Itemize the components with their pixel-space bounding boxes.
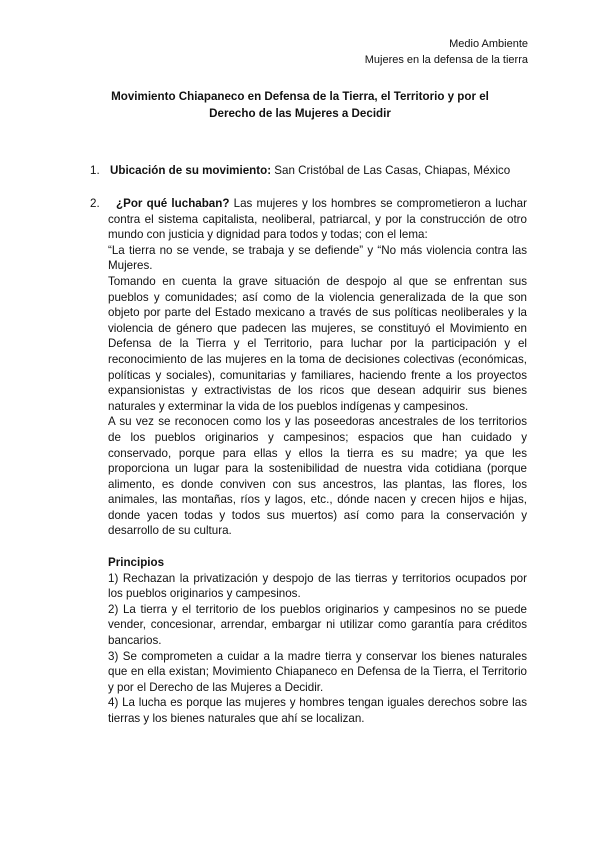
- location-value: San Cristóbal de Las Casas, Chiapas, México: [274, 164, 511, 177]
- paragraph-ancestral: A su vez se reconocen como los y las poseedoras ancestrales de los territorios de los pueblos originarios y campesinos; espacios que han cuidado y conservado, porque para ellas y ellos la tierra es su madre; ya que les proporciona un lugar para la sostenibilidad de nuestra vida cotidiana (porque alimento, es donde conviven con sus ancestros, las plantas, las flores, los animales, las montañas, ríos y lagos, etc., dónde nacen y crecen hijos e hijas, donde yacen todas y todos sus muertos) así como para la conservación y desarrollo de su cultura.: [108, 415, 527, 538]
- header-subtitle: Mujeres en la defensa de la tierra: [364, 54, 528, 66]
- header-category: Medio Ambiente: [449, 38, 528, 50]
- section-2-number: 2.: [90, 197, 100, 210]
- title-line-1: Movimiento Chiapaneco en Defensa de la Tierra, el Territorio y por el: [111, 90, 489, 103]
- reasons-intro: Las mujeres y los hombres se comprometieron a luchar contra el sistema capitalista, neoliberal, patriarcal, y por la construcción de otro mundo con justicia y dignidad para todos y todas; con el lema:: [108, 197, 527, 242]
- page-header: [365, 36, 528, 68]
- location-label: Ubicación de su movimiento:: [110, 164, 272, 177]
- reasons-question: ¿Por qué luchaban?: [116, 197, 230, 210]
- section-reasons: [90, 196, 530, 727]
- section-1-number: 1.: [90, 164, 100, 177]
- paragraph-context: Tomando en cuenta la grave situación de despojo al que se enfrentan sus pueblos y comunidades; así como de la violencia generalizada de la que son objeto por parte del Estado mexicano a través de sus políticas neoliberales y la violencia de género que padecen las mujeres, se constituyó el Movimiento en Defensa de la Tierra y el Territorio, para luchar por la participación y el reconocimiento de las mujeres en la toma de decisiones colectivas (económicas, políticas y sociales), comunitarias y familiares, haciendo frente a los proyectos expansionistas y extractivistas de los ricos que desean adquirir sus bienes naturales y exterminar la vida de los pueblos indígenas y campesinos.: [108, 274, 527, 413]
- principle-item: 2) La tierra y el territorio de los pueblos originarios y campesinos no se puede vender, concesionar, arrendar, embargar ni utilizar como garantía para créditos bancarios.: [108, 602, 527, 648]
- reasons-intro-paragraph: [108, 196, 527, 243]
- title-line-2: Derecho de las Mujeres a Decidir: [209, 107, 391, 120]
- principles-heading: Principios: [108, 556, 165, 570]
- document-title: [100, 88, 500, 122]
- principle-item: 4) La lucha es porque las mujeres y hombres tengan iguales derechos sobre las tierras y los bienes naturales que ahí se localizan.: [108, 696, 527, 725]
- slogan: “La tierra no se vende, se trabaja y se defiende” y “No más violencia contra las Mujeres.: [108, 243, 527, 273]
- principle-item: 1) Rechazan la privatización y despojo de las tierras y territorios ocupados por los pueblos originarios y campesinos.: [108, 571, 527, 601]
- principle-item: 3) Se comprometen a cuidar a la madre tierra y conservar los bienes naturales que en ella existan; Movimiento Chiapaneco en Defensa de la Tierra, el Territorio y por el Derecho de las Mujeres a Decidir.: [108, 649, 527, 694]
